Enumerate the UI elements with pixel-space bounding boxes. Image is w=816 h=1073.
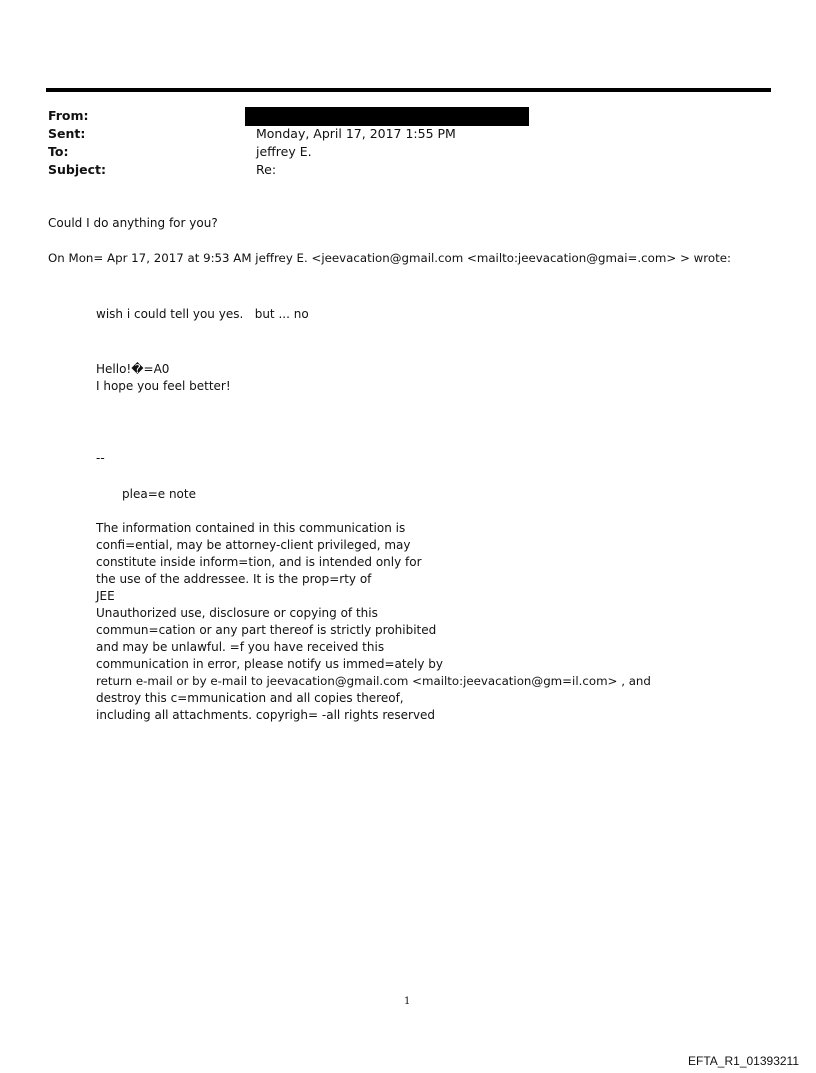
- disclaimer-line: destroy this c=mmunication and all copies thereof,: [96, 691, 404, 705]
- disclaimer-line: constitute inside inform=tion, and is intended only for: [96, 555, 422, 569]
- quoted-reply: wish i could tell you yes. but ... no: [96, 307, 309, 321]
- disclaimer-line: confi=ential, may be attorney-client privileged, may: [96, 538, 411, 552]
- disclaimer-line: JEE: [96, 589, 115, 603]
- hope-line: I hope you feel better!: [96, 379, 231, 393]
- disclaimer-line: The information contained in this communication is: [96, 521, 406, 535]
- sent-label: Sent:: [48, 126, 86, 141]
- disclaimer-line: the use of the addressee. It is the prop=rty of: [96, 572, 372, 586]
- disclaimer-line: and may be unlawful. =f you have received this: [96, 640, 385, 654]
- reply-text: Could I do anything for you?: [48, 216, 218, 230]
- document-id: EFTA_R1_01393211: [688, 1054, 799, 1068]
- header-rule: [46, 88, 771, 92]
- disclaimer-line: commun=cation or any part thereof is strictly prohibited: [96, 623, 437, 637]
- disclaimer-line: communication in error, please notify us immed=ately by: [96, 657, 443, 671]
- quote-intro: On Mon= Apr 17, 2017 at 9:53 AM jeffrey E. <jeevacation@gmail.com <mailto:jeevacation@gmai=.com> > wrote:: [48, 251, 731, 265]
- from-redaction: [245, 107, 529, 126]
- please-note: plea=e note: [122, 487, 196, 501]
- disclaimer-line: including all attachments. copyrigh= -all rights reserved: [96, 708, 436, 722]
- disclaimer-line: Unauthorized use, disclosure or copying of this: [96, 606, 378, 620]
- hello-line: Hello!�=A0: [96, 362, 170, 376]
- signature-separator: --: [96, 451, 105, 465]
- subject-label: Subject:: [48, 162, 106, 177]
- to-label: To:: [48, 144, 69, 159]
- from-label: From:: [48, 108, 89, 123]
- sent-value: Monday, April 17, 2017 1:55 PM: [256, 126, 456, 141]
- to-value: jeffrey E.: [256, 144, 312, 159]
- page-number: 1: [404, 996, 411, 1007]
- disclaimer-line: return e-mail or by e-mail to jeevacation@gmail.com <mailto:jeevacation@gm=il.com> , and: [96, 674, 651, 688]
- subject-value: Re:: [256, 162, 277, 177]
